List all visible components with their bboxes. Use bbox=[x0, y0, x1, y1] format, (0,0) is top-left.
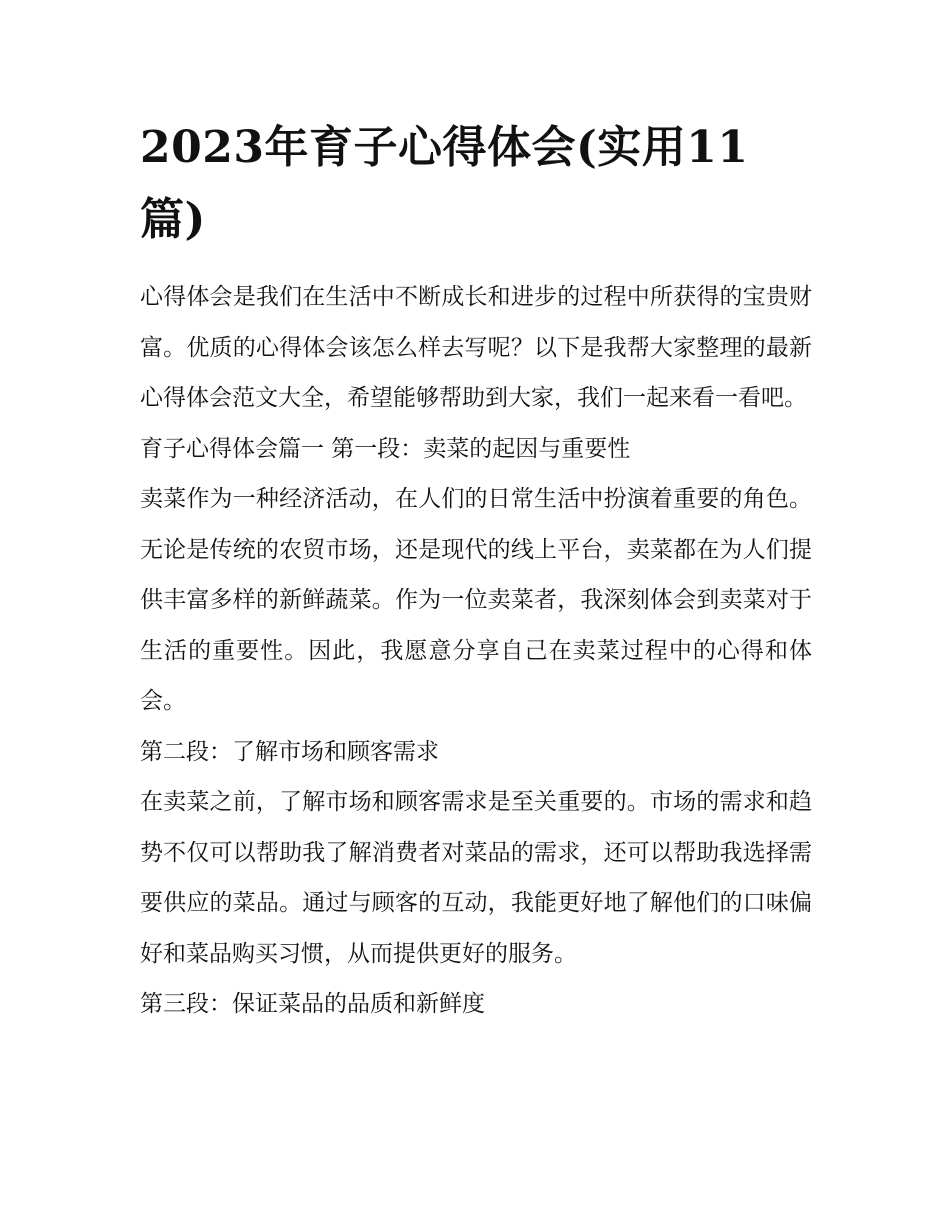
document-title: 2023年育子心得体会(实用11篇) bbox=[140, 122, 749, 245]
section-heading-1: 育子心得体会篇一 第一段：卖菜的起因与重要性 bbox=[140, 435, 631, 462]
body-paragraph-2: 在卖菜之前，了解市场和顾客需求是至关重要的。市场的需求和趋势不仅可以帮助我了解消费者对菜品的需求，还可以帮助我选择需要供应的菜品。通过与顾客的互动，我能更好地了解他们的口味偏好和菜品购买习惯，从而提供更好的服务。 bbox=[140, 789, 812, 967]
document-body bbox=[140, 112, 812, 1030]
body-paragraph-1: 卖菜作为一种经济活动，在人们的日常生活中扮演着重要的角色。无论是传统的农贸市场，还是现代的线上平台，卖菜都在为人们提供丰富多样的新鲜蔬菜。作为一位卖菜者，我深刻体会到卖菜对于生活的重要性。因此，我愿意分享自己在卖菜过程中的心得和体会。 bbox=[140, 486, 812, 714]
section-heading-3: 第三段：保证菜品的品质和新鲜度 bbox=[140, 991, 485, 1017]
intro-paragraph: 心得体会是我们在生活中不断成长和进步的过程中所获得的宝贵财富。优质的心得体会该怎么样去写呢？以下是我帮大家整理的最新心得体会范文大全，希望能够帮助到大家，我们一起来看一看吧。 bbox=[140, 284, 812, 411]
section-heading-2: 第二段：了解市场和顾客需求 bbox=[140, 738, 439, 765]
